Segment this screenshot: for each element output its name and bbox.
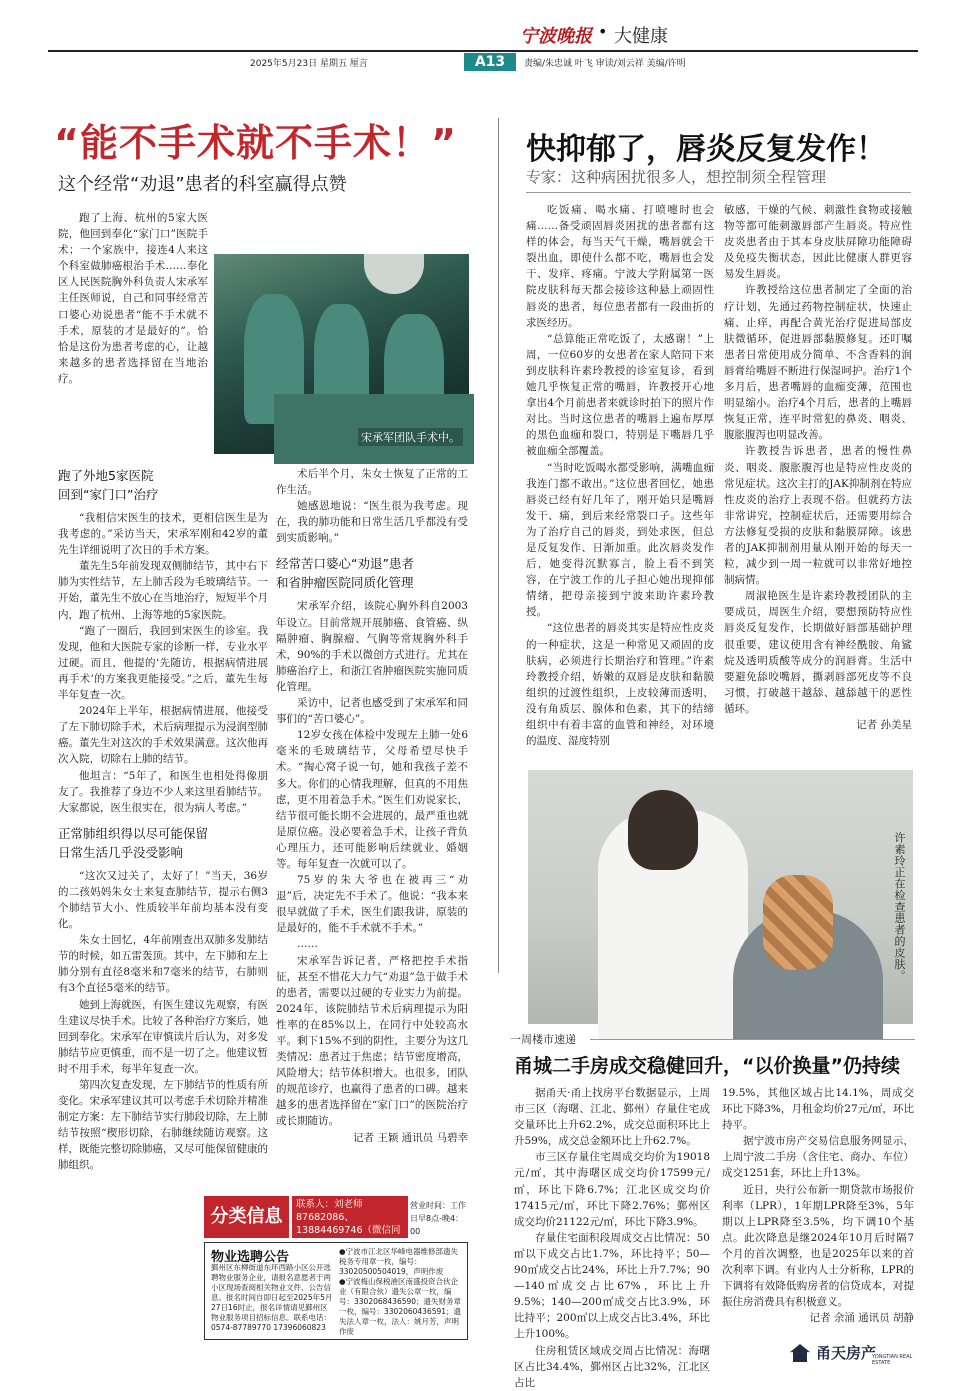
right-article-title: 快抑郁了，唇炎反复发作！ <box>526 132 886 167</box>
lead-paragraph: 跑了上海、杭州的5家大医院，他回到奉化“家门口”医院手术；一个家族中，接连4人来这个科室做肺癌根治手术……奉化区人民医院胸外科负责人宋承军主任医师说，自己和同事经常苦口婆心劝说患者“能不手术就不手术，原装的才是最好的”。恰恰是这份为患者考虑的心，让越来越多的患者选择留在当地治疗。 <box>58 212 208 385</box>
paragraph: 存量住宅面积段周成交占比情况：50㎡以下成交占比1.7%，环比持平；50—90㎡成交占比24%，环比上升7.7%；90—140㎡成交占比67%，环比上升9.5%；140—200㎡成交占比3.9%，环比持平；200㎡以上成交占比3.4%，环比上升100%。 <box>514 1231 710 1341</box>
section-subhead: 经常苦口婆心“劝退”患者 和省肿瘤医院同质化管理 <box>276 556 414 591</box>
column-divider <box>498 118 499 973</box>
clinic-photo-caption: 许素玲正在检查患者的皮肤。 <box>893 832 906 982</box>
paragraph: …… <box>297 938 318 951</box>
news-tag-rule <box>590 1039 915 1040</box>
paragraph: 第四次复查发现，左下肺结节的性质有所变化。宋承军建议其可以考虑手术切除并精准制定方案：左下肺结节实行肺段切除，左上肺结节按照“楔形切除，右肺继续随访观察。这样，既能完整切除肺癌，又尽可能保留健康的肺组织。 <box>58 1079 268 1172</box>
paragraph: 市三区存量住宅周成交均价为19018元/㎡，其中海曙区成交均价17599元/㎡，环比下降6.7%；江北区成交均价17415元/㎡，环比下降2.76%；鄞州区成交均价21122元/㎡，环比下降3.9%。 <box>514 1151 710 1228</box>
classified-hours: 营业时间：工作日早8点-晚4：00 <box>410 1201 466 1236</box>
title-rule <box>526 192 911 193</box>
paragraph: 2024年上半年，根据病情进展，他接受了左下肺切除手术，术后病理提示为浸润型肺癌。董先生对这次的手术效果满意。这次他再次入院，切除右上肺的结节。 <box>58 705 268 766</box>
surgery-photo <box>214 254 469 454</box>
surgery-photo-caption: 宋承军团队手术中。 <box>358 428 463 446</box>
left-article-title: “能不手术就不手术！” <box>54 121 457 165</box>
paragraph: 术后半个月，朱女士恢复了正常的工作生活。 <box>276 468 468 497</box>
paragraph: 据甬天·甬上找房平台数据显示，上周市三区（海曙、江北、鄞州）存量住宅成交量环比上升62.2%，成交总面积环比上升59%，成交总金额环比上升62.7%。 <box>514 1087 710 1148</box>
paragraph: 19.5%，其他区域占比14.1%，周成交环比下降3%，月租金均价27元/㎡，环比持平。 <box>722 1087 914 1132</box>
paragraph: 朱女士回忆，4年前刚查出双肺多发肺结节的时候，如五雷轰顶。其中，左下肺和左上肺分别有直径8毫米和7毫米的结节，右肺则有3个直径5毫米的结节。 <box>58 934 268 995</box>
paragraph: 采访中，记者也感受到了宋承军和同事们的“苦口婆心”。 <box>276 697 468 726</box>
house-icon <box>790 1344 810 1362</box>
paragraph: 她感恩地说：“医生很为我考虑。现在，我的肺功能和日常生活几乎都没有受到实质影响。” <box>276 500 468 545</box>
paragraph: 吃饭痛、喝水痛、打喷嚏时也会痛……备受顽固唇炎困扰的患者都有这样的体会，每当天气干燥，嘴唇就会干裂出血，即使什么都不吃，嘴唇也会发干、发痒、疼痛。宁波大学附属第一医院皮肤科每天都会接诊这种悬上顽固性唇炎的患者，每位患者都有一段曲折的求医经历。 <box>526 204 714 329</box>
paragraph: 她到上海就医，有医生建议先观察，有医生建议尽快手术。比较了各种治疗方案后，她回到奉化。宋承军在审慎读片后认为，对多发肺结节应更慎重，而不是一切了之。他建议暂时不用手术，每半年复查一次。 <box>58 998 268 1075</box>
left-article-col1 <box>58 466 268 1174</box>
paragraph: 宋承军介绍，该院心胸外科自2003年设立。目前常规开展肺癌、食管癌、纵隔肿瘤、胸腺瘤、气胸等常规胸外科手术，90%的手术以微创方式进行。尤其在肺癌治疗上，和浙江省肿瘤医院实施同质化管理。 <box>276 600 468 693</box>
paragraph: 住房租赁区域成交周占比情况：海曙区占比34.4%，鄞州区占比32%，江北区占比 <box>514 1344 710 1389</box>
byline: 记者 余涌 通讯员 胡静 <box>809 1312 914 1325</box>
paragraph: 据宁波市房产交易信息服务网显示，上周宁波二手房（含住宅、商办、车位）成交1251套，环比上升13%。 <box>722 1135 914 1180</box>
section-name: 大健康 <box>614 26 668 47</box>
paragraph: 周淑艳医生是许素玲教授团队的主要成员，周医生介绍，要想预防特应性唇炎反复发作，长期做好唇部基础护理很重要，建议使用含有神经酰胺、角鲨烷及透明质酸等成分的润唇膏。生活中要避免舔咬嘴唇，撕剥唇部死皮等不良习惯，打破越干越舔、越舔越干的恶性循环。 <box>724 590 912 715</box>
classified-contact: 联系人：刘老师 87682086、13884469746（微信同号） <box>292 1196 408 1238</box>
classified-ads-banner <box>204 1196 468 1249</box>
masthead: 宁波晚报 <box>520 26 592 47</box>
page-number: A13 <box>464 53 516 71</box>
byline: 记者 孙美星 <box>856 719 912 731</box>
paragraph: 许教授告诉患者，患者的慢性鼻炎、咽炎、腹胀腹泻也是特应性皮炎的常见症状。这次主打的JAK抑制剂在特应性皮炎的治疗上表现不俗。但就药方法非常讲究，控制症状后，还需要用综合方法修复受损的皮肤和黏膜屏障。该患者的JAK抑制剂用量从刚开始的每天一粒，减少到一周一粒就可以非常好地控制病情。 <box>724 445 912 587</box>
right-article-col2 <box>724 202 912 733</box>
news-brief-col1 <box>514 1085 710 1391</box>
doctor-head <box>628 790 698 870</box>
paragraph: 敏感，干燥的气候、刺激性食物或接触物等都可能刺激唇部产生唇炎。特应性皮炎患者由于其本身皮肤屏障功能障碍及免疫失衡状态，因此比健康人群更容易发生唇炎。 <box>724 204 912 281</box>
left-article-subtitle: 这个经常“劝退”患者的科室赢得点赞 <box>58 174 347 195</box>
masthead-separator: • <box>598 22 608 41</box>
section-subhead: 正常肺组织得以尽可能保留 日常生活几乎没受影响 <box>58 825 209 860</box>
privacy-mosaic <box>763 875 833 970</box>
paragraph: “跑了一圈后，我回到宋医生的诊室。我发现，他和大医院专家的诊断一样，专业水平过硬。而且，他提的‘先随访，根据病情进展再手术’的方案我更能接受。”之后，董先生每半年复查一次。 <box>58 624 268 702</box>
paragraph: 他坦言：“5年了，和医生也相处得像朋友了。我推荐了身边不少人来这里看肺结节。大家都说，医生很实在，很为病人考虑。” <box>58 769 268 814</box>
classified-label: 分类信息 <box>204 1196 289 1238</box>
logo-subtext: YONGTIAN REAL ESTATE <box>872 1354 913 1366</box>
header-rule <box>48 50 918 52</box>
clinic-photo <box>528 770 913 1024</box>
byline: 记者 王颖 通讯员 马碧幸 <box>352 1131 468 1144</box>
surgical-lamp <box>364 254 424 294</box>
left-article-lead <box>58 210 208 387</box>
notice-title: 物业选聘公告 <box>211 1250 290 1265</box>
news-tag: 一周楼市速递 <box>510 1033 576 1046</box>
news-brief-title: 甬城二手房成交稳健回升，“以价换量”仍持续 <box>514 1055 900 1077</box>
paragraph: 12岁女孩在体检中发现左上肺一处6毫米的毛玻璃结节，父母希望尽快手术。“掏心窝子说一句，她和我孩子差不多大。你们的心情我理解，但真的不用焦虑，更不用着急手术。”医生们劝说家长，结节很可能长期不会进展的，最严重也就是原位癌。没必要着急手术，让孩子背负心理压力，还可能影响后续就业、婚姻等。每年复查一次就可以了。 <box>276 729 468 870</box>
section-subhead: 跑了外地5家医院 回到“家门口”治疗 <box>58 468 159 502</box>
paragraph: “总算能正常吃饭了，太感谢！”上周，一位60岁的女患者在家人陪同下来到皮肤科许素玲教授的诊室复诊，看到她几乎恢复正常的嘴唇，许教授开心地拿出4个月前患者来就诊时拍下的照片作对比。当时这位患者的嘴唇上遍布厚厚的黑色血痂和裂口，特别是下嘴唇几乎被血痂全部覆盖。 <box>526 332 714 458</box>
paragraph: “当时吃饭喝水都受影响，满嘴血痂我连门都不敢出。”这位患者回忆，她患唇炎已经有好几年了，刚开始只是嘴唇发干、痛，到后来经常裂口子。这些年为了治疗自己的唇炎，到处求医，但总是反复发作、日渐加重。此次唇炎发作后，她变得沉默寡言，脸上看不到笑容，在宁波工作的儿子担心她出现抑郁情绪，把母亲接到宁波来助许素玲教授。 <box>526 461 714 619</box>
right-article-subtitle: 专家：这种病困扰很多人，想控制须全程管理 <box>526 168 827 186</box>
paragraph: 董先生5年前发现双侧肺结节，其中右下肺为实性结节，左上肺舌段为毛玻璃结节。一开始，董先生不放心在当地治疗，短短半个月内，跑了杭州、上海等地的5家医院。 <box>58 560 268 621</box>
paragraph: “这位患者的唇炎其实是特应性皮炎的一种症状，这是一种常见又顽固的皮肤病，必须进行长期治疗和管理。”许素玲教授介绍，娇嫩的双唇是皮肤和黏膜组织的过渡性组织，上皮较薄而透明，没有角质层、腺体和色素，其下的结缔组织中有着丰富的血管和神经，对环境的温度、湿度特别 <box>526 622 714 748</box>
paragraph: 75岁的朱大爷也在被再三“劝退”后，决定先不手术了。他说：“我本来很早就做了手术，医生们跟我讲，原装的是最好的，能不手术就不手术。” <box>276 874 468 935</box>
notice-list: ●宁波市江北区华峰电器维修部遗失税务专用章一枚，编号：33020500504019，声明作废 ●宁波梅山保税港区南盛投资合伙企业（有限合伙）遗失公章一枚，编号：3302068436590；遗失财务章一枚，编号：3302060436591；遗失法人章一枚，法人：姚月芳，声明作废 <box>339 1247 462 1336</box>
date-line: 2025年5月23日 星期五 厘言 <box>250 59 368 69</box>
paragraph: 近日，央行公布新一期贷款市场报价利率（LPR），1年期LPR降至3%，5年期以上LPR降至3.5%，均下调10个基点。此次降息是继2024年10月后时隔7个月的首次调整，也是2025年以来的首次利率下调。有业内人士分析称，LPR的下调将有效降低购房者的信贷成本，对提振住房消费具有积极意义。 <box>722 1183 914 1309</box>
paragraph: “这次又过关了，太好了！”当天，36岁的二孩妈妈朱女士来复查肺结节，提示右侧3个肺结节大小、性质较半年前均基本没有变化。 <box>58 869 268 931</box>
notice-box <box>204 1242 468 1340</box>
news-brief-col2 <box>722 1085 914 1326</box>
staff-credits: 责编/朱忠诚 叶飞 审读/刘云祥 美编/许明 <box>524 59 686 69</box>
logo-text: 甬天房产 <box>816 1344 877 1362</box>
page-header <box>0 0 956 74</box>
paragraph: “我相信宋医生的技术，更相信医生是为我考虑的。”采访当天，宋承军刚和42岁的董先生详细说明了次日的手术方案。 <box>58 512 268 557</box>
notice-body: 鄞州区东柳街道东环西路小区公开选聘物业服务企业，请报名意愿者于两小区现场查阅相关物业文件、公告信息。报名时间自即日起至2025年5月27日16时止，报名详情请见鄞州区物业服务项目招标信息。联系电话：0574-87789770 17396060823 <box>211 1263 333 1332</box>
right-article-col1 <box>526 202 714 749</box>
paragraph: 许教授给这位患者制定了全面的治疗计划，先通过药物控制症状，快速止痛、止痒，再配合黄光治疗促进局部皮肤微循环，促进唇部黏膜修复。还叮嘱患者日常使用成分简单、不含香料的润唇膏给嘴唇不断进行保湿呵护。治疗1个多月后，患者嘴唇的血痂变薄，范围也明显缩小。治疗4个月后，患者的上嘴唇恢复正常，连平时常犯的鼻炎、咽炎、腹胀腹泻也明显改善。 <box>724 284 912 442</box>
paragraph: 宋承军告诉记者，严格把控手术指征，甚至不惜花大力气“劝退”急于做手术的患者，需要以过硬的专业实力为前提。2024年，该院肺结节术后病理提示为阳性率的在85%以上，在同行中处较高水平。剩下15%不到的阴性，主要分为这几类情况：患者过于焦虑；结节密度增高，风险增大；结节体积增大。也很多，团队的规范诊疗，也赢得了患者的口碑。越来越多的患者选择留在“家门口”的医院治疗或长期随访。 <box>276 954 468 1128</box>
left-article-col2 <box>276 466 468 1146</box>
sponsor-logo <box>790 1342 914 1366</box>
